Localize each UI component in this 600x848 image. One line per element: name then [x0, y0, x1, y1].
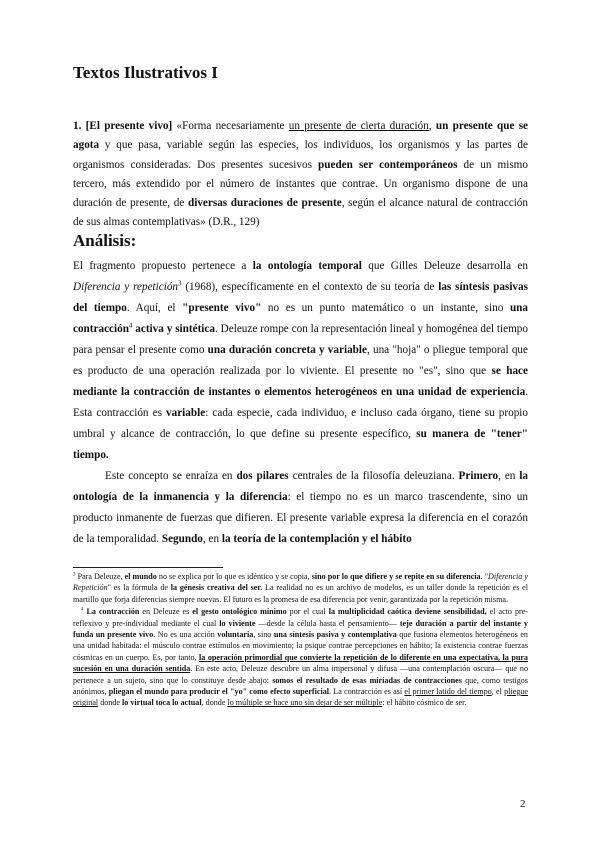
text: : cada especie, cada individuo, e incluso cada órgano, tiene su propio umbral y alcance de contracción, lo que define su presente específico,	[73, 407, 528, 440]
quote-text: y que pasa, variable según las especies, los individuos, los organismos y las partes de organismos consideradas. Dos presentes sucesivos	[73, 139, 528, 171]
text: , en	[202, 533, 222, 545]
bold-text: el gesto ontológico mínimo	[192, 607, 287, 617]
text: . En este acto, Deleuze descubre un alma impersonal y difusa —una contemplación oscura— que no pertenece a un sujeto, sino que lo constituye desde abajo:	[73, 664, 528, 685]
text: " es la fórmula de	[107, 583, 171, 593]
analysis-body	[73, 256, 528, 550]
text: no es un punto matemático o un instante, sino	[261, 302, 510, 314]
bold-text: La contracción	[86, 607, 140, 617]
footnote-number: 4	[81, 607, 84, 613]
bold-text: el mundo	[124, 572, 157, 581]
bold-text: teje duración a partir del instante y funda un presente vivo	[73, 618, 528, 640]
quote-text: ,	[428, 120, 436, 132]
underline-text: el primer latido del tiempo	[404, 687, 492, 697]
bold-text: sino por lo que difiere y se repite en su diferencia	[311, 572, 481, 581]
bold-text: activa y sintética	[132, 323, 215, 335]
bold-text: pliegan el mundo para producir el "yo" como efecto superficial	[108, 687, 330, 697]
text: no se explica por lo que es idéntico y se copia,	[156, 572, 312, 581]
footnote-ref-4[interactable]: 4	[128, 321, 133, 330]
quote-bold: diversas duraciones de presente	[187, 197, 342, 210]
text: , una "hoja" o pliegue temporal que es producto de una operación realizada por lo viviente. El presente no "es", sino que	[73, 344, 528, 377]
footnote-3	[73, 571, 528, 605]
bold-text: se hace mediante la contracción de instantes o elementos heterogéneos en una unidad de experiencia	[73, 365, 528, 398]
bold-text: Primero	[458, 470, 499, 482]
bold-underline-text: la operación primordial que convierte la repetición de lo diferente en una expectativa, la pura sucesión en una duración sentida	[73, 652, 528, 674]
text: . Esta contracción es	[73, 386, 528, 419]
quote-block	[73, 117, 528, 233]
page-number: 2	[520, 798, 526, 810]
text: . No es una acción	[153, 630, 218, 640]
text: por el cual	[286, 607, 329, 617]
text: el acto pre-reflexivo y pre-individual mediante el cual	[73, 607, 528, 628]
quote-bold: un presente que se agota	[73, 120, 529, 152]
page-title: Textos Ilustrativos I	[73, 63, 218, 82]
text: El fragmento propuesto pertenece a	[73, 260, 253, 272]
text: , el	[491, 687, 505, 697]
quote-text: , según el alcance natural de contracción de sus almas contemplativas» (D.R., 129)	[73, 197, 528, 229]
analysis-paragraph-2	[73, 466, 528, 550]
text: centrales de la filosofía deleuziana.	[288, 470, 459, 482]
bold-text: su manera de "tener" tiempo.	[73, 428, 528, 461]
text: La realidad no es un archivo de modelos, es un taller donde la repetición es el martillo que forja diferencias siempre nuevas. El futuro es la promesa de esa diferencia por venir, garantizada por la repetición misma.	[73, 583, 529, 604]
underline-text: pliegue original	[73, 687, 528, 708]
analysis-paragraph-1	[73, 256, 528, 466]
bold-text: "presente vivo"	[182, 302, 262, 314]
bold-text: la multiplicidad caótica deviene sensibilidad,	[328, 607, 487, 617]
quote-underline: un presente de cierta duración	[288, 120, 429, 132]
book-title: Diferencia y repetición	[73, 281, 179, 293]
quote-label: 1. [El presente vivo]	[73, 120, 173, 132]
bold-text: lo viviente	[219, 618, 256, 628]
quote-bold: pueden ser contemporáneos	[318, 158, 458, 171]
bold-text: Segundo	[161, 533, 203, 545]
bold-text: dos pilares	[236, 470, 289, 482]
bold-text: una síntesis pasiva y contemplativa	[273, 630, 397, 640]
footnote-ref-3[interactable]: 3	[178, 279, 182, 288]
text: . "	[480, 572, 489, 581]
text: Este concepto se enraíza en	[105, 470, 237, 482]
text: . Aquí, el	[126, 302, 183, 314]
footnotes	[73, 571, 528, 710]
quote-text: de un mismo tercero, más extendido por el número de instantes que contrae. Un organismo dispone de una duración de presente, de	[73, 158, 528, 210]
text: que, como testigos anónimos,	[73, 675, 528, 697]
bold-text: voluntaria	[217, 630, 254, 640]
bold-text: lo virtual toca lo actual	[122, 698, 202, 708]
analysis-heading: Análisis:	[73, 231, 137, 250]
bold-text: una duración concreta y variable	[207, 344, 367, 356]
bold-text: la teoría de la contemplación y el hábito	[221, 533, 412, 545]
text: que Gilles Deleuze desarrolla en	[361, 260, 528, 272]
text: : el tiempo no es un marco trascendente, sino un producto inmanente de fuerzas que difieren. El presente variable expresa la diferencia en el corazón de la temporalidad.	[73, 491, 528, 545]
bold-text: la génesis creativa del ser.	[170, 583, 263, 593]
text: . Deleuze rompe con la representación lineal y homogénea del tiempo para pensar el presente como	[73, 323, 528, 356]
text: : el hábito cósmico de ser.	[382, 698, 467, 708]
underline-text: lo múltiple se hace uno sin dejar de ser múltiple	[227, 698, 383, 708]
book-title: Diferencia y Repetición	[73, 572, 528, 593]
quote-text: «Forma necesariamente	[172, 120, 289, 132]
text: (1968), específicamente en el contexto de su teoría de	[181, 281, 439, 293]
text: donde	[98, 698, 123, 708]
bold-text: somos el resultado de esas miríadas de contracciones	[272, 675, 462, 685]
footnote-number: 3	[73, 572, 76, 578]
bold-text: la ontología temporal	[252, 260, 362, 272]
footnote-4	[73, 606, 528, 709]
text: que fusiona elementos heterogéneos en una unidad habitada: el músculo contrae estímulos en movimiento; la psique contrae percepciones en hábito; la existencia contrae fuerzas cósmicas en un cuerpo. Es, por tanto,	[73, 630, 528, 662]
text: , sino	[253, 630, 274, 640]
text: . La contracción es así	[329, 687, 405, 697]
text: en Deleuze es	[139, 607, 193, 617]
bold-text: la ontología de la inmanencia y la diferencia	[73, 470, 529, 503]
text: —desde la célula hasta el pensamiento—	[255, 618, 400, 628]
text: , en	[498, 470, 520, 482]
text: , donde	[201, 698, 228, 708]
bold-text: una contracción	[73, 302, 528, 335]
footnote-separator	[73, 567, 223, 568]
text: Para Deleuze,	[75, 572, 125, 581]
bold-text: las síntesis pasivas del tiempo	[73, 281, 528, 314]
bold-text: variable	[166, 407, 206, 419]
